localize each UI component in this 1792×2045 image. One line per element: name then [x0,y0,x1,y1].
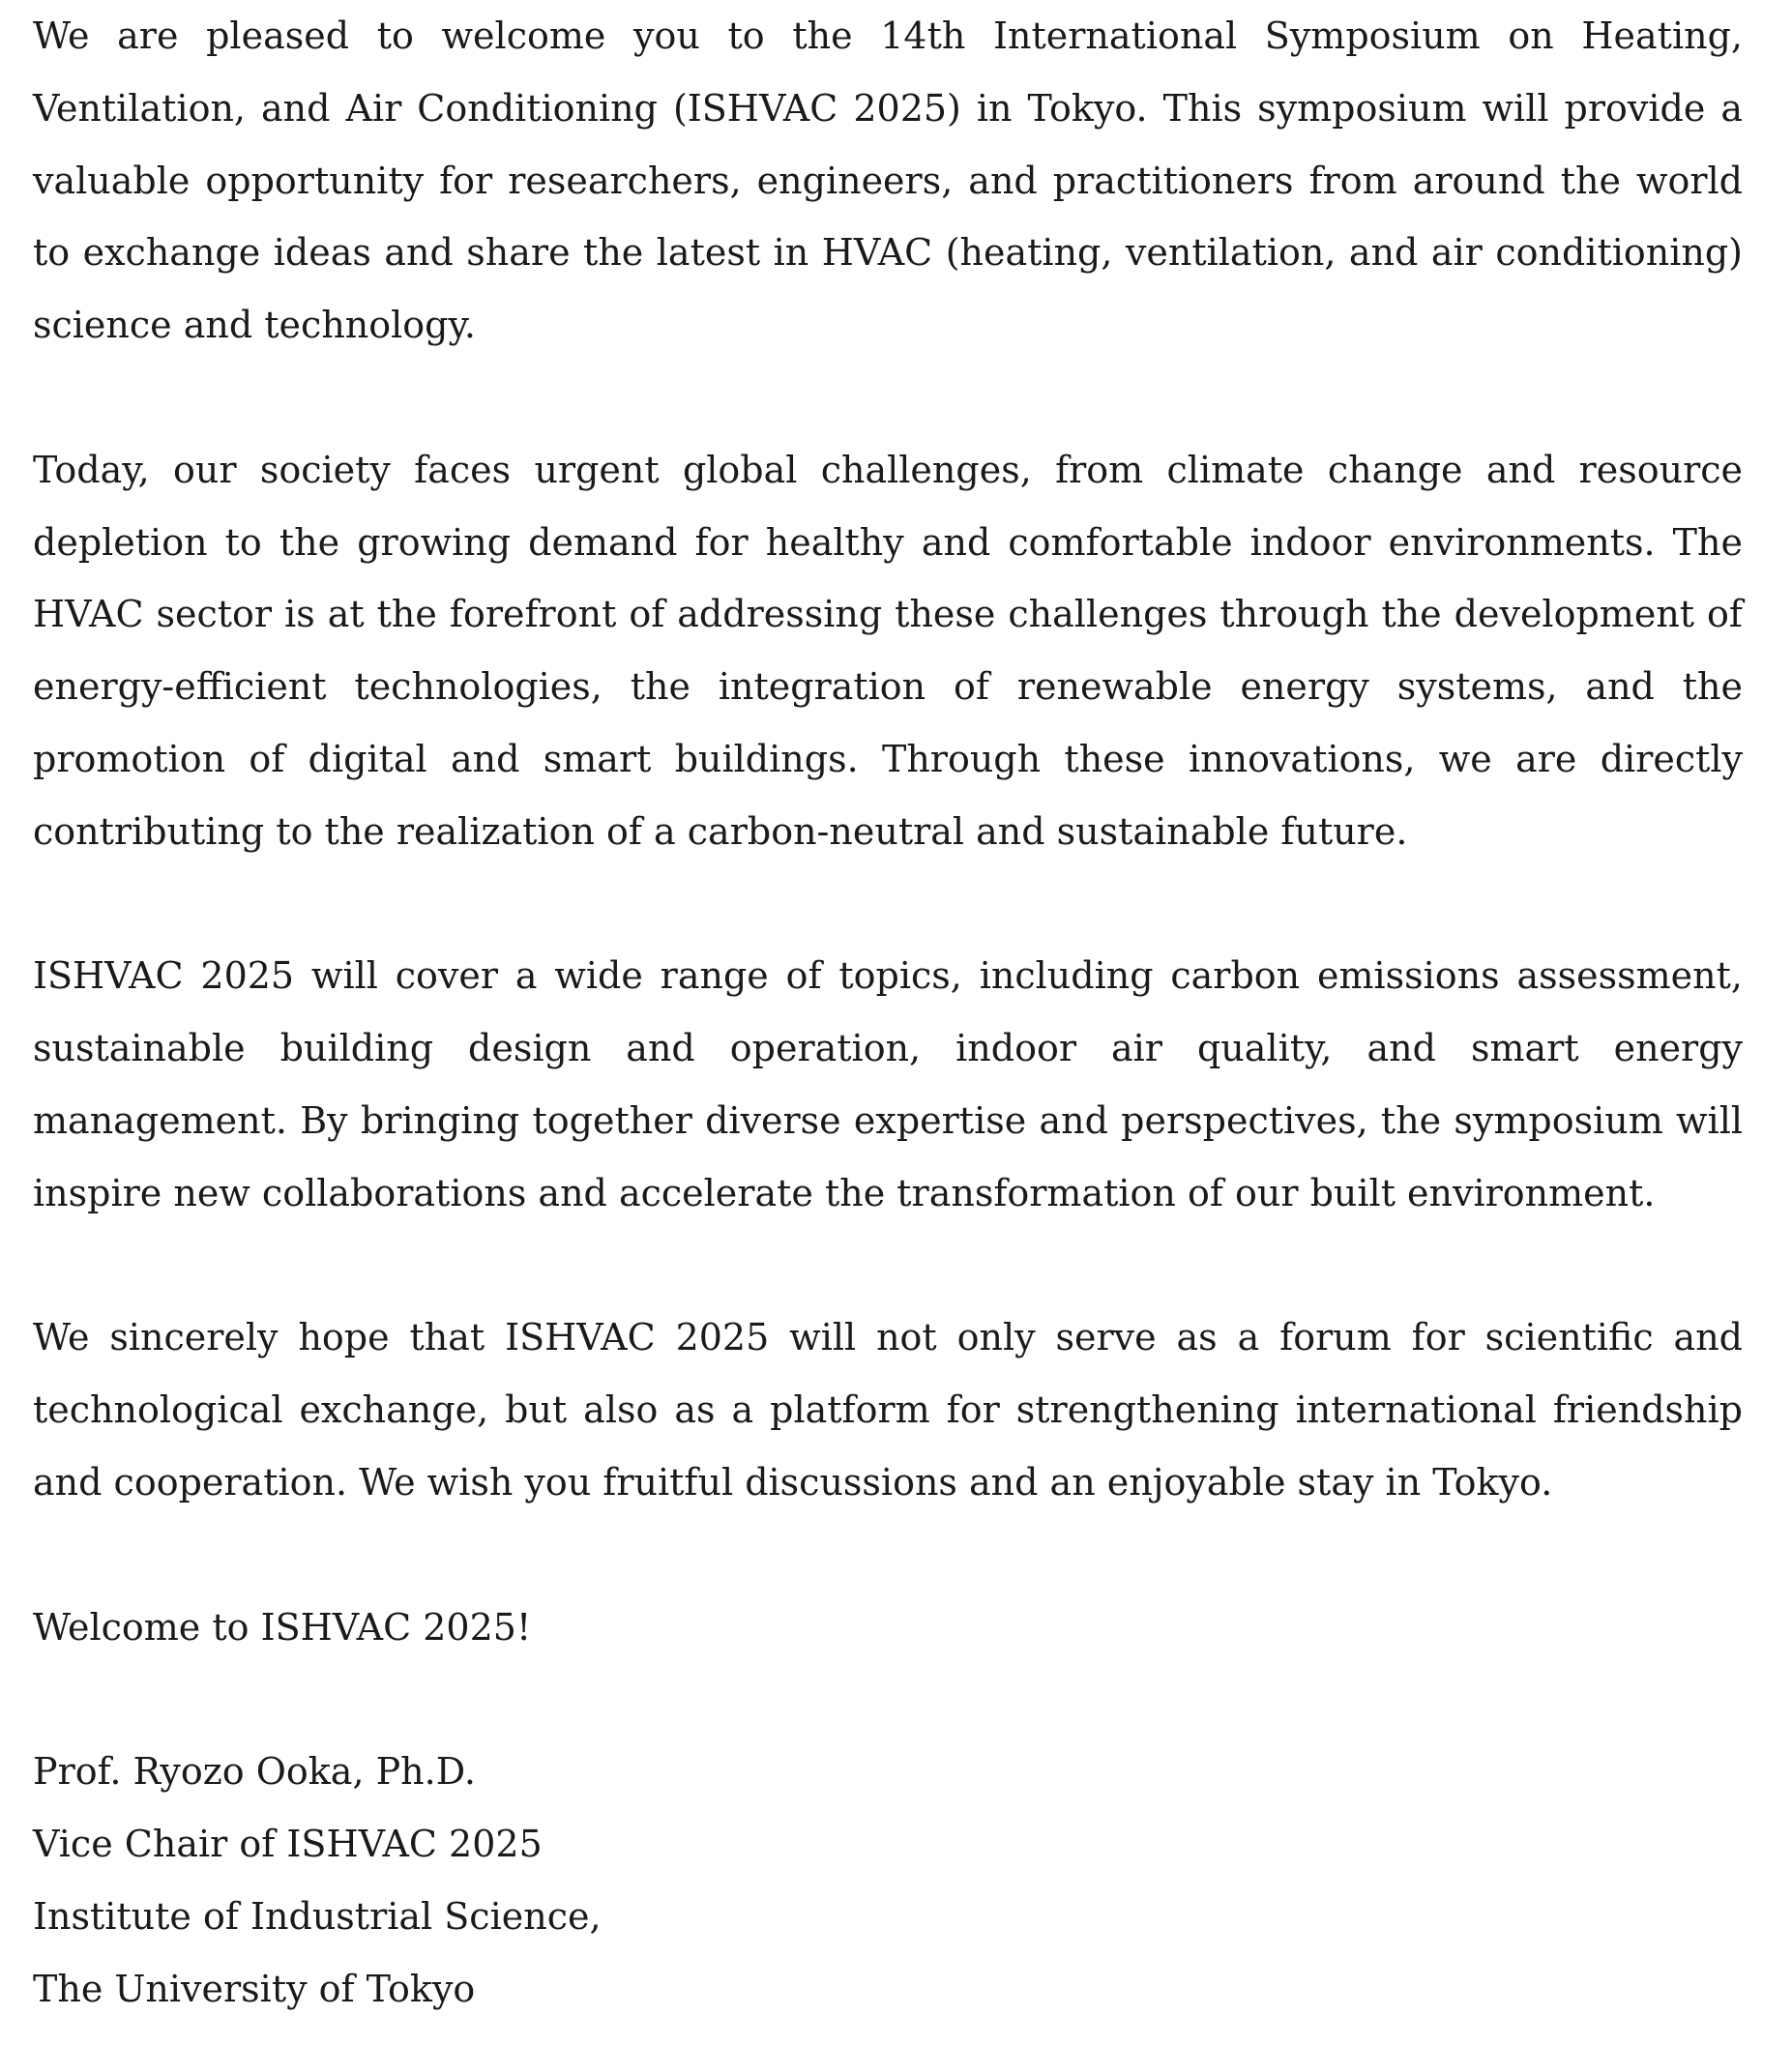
signature-name: Prof. Ryozo Ooka, Ph.D. [33,1750,476,1794]
paragraph-spacer [33,1230,1743,1302]
paragraph-spacer [33,1663,1743,1736]
paragraph-topics: ISHVAC 2025 will cover a wide range of topics, including carbon emissions assessment, sustainable building design and operation, indoor air quality, and smart energy management. By bringing together diverse expertise and perspectives, the symposium will inspire new collaborations and accelerate the transformation of our built environment. [33,954,1743,1214]
signature-role: Vice Chair of ISHVAC 2025 [33,1822,543,1865]
signature-university: The University of Tokyo [33,1967,476,2010]
paragraph-welcome: We are pleased to welcome you to the 14th International Symposium on Heating, Ventilation, and Air Conditioning (ISHVAC 2025) in Tokyo. This symposium will provide a valuable opportunity for researchers, engineers, and practitioners from around the world to exchange ideas and share the latest in HVAC (heating, ventilation, and air conditioning) science and technology. [33,15,1743,347]
paragraph-hope: We sincerely hope that ISHVAC 2025 will not only serve as a forum for scientific and technological exchange, but also as a platform for strengthening international friendship and cooperation. We wish you fruitful discussions and an enjoyable stay in Tokyo. [33,1316,1743,1504]
paragraph-spacer [33,1519,1743,1592]
welcome-letter [33,0,1743,2025]
paragraph-spacer [33,362,1743,434]
paragraph-challenges: Today, our society faces urgent global challenges, from climate change and resource depletion to the growing demand for healthy and comfortable indoor environments. The HVAC sector is at the forefront of addressing these challenges through the development of energy-efficient technologies, the integration of renewable energy systems, and the promotion of digital and smart buildings. Through these innovations, we are directly contributing to the realization of a carbon-neutral and sustainable future. [33,448,1743,853]
closing-line: Welcome to ISHVAC 2025! [33,1605,532,1649]
signature-institute: Institute of Industrial Science, [33,1894,602,1938]
signature-block [33,1736,1743,2025]
paragraph-spacer [33,868,1743,941]
